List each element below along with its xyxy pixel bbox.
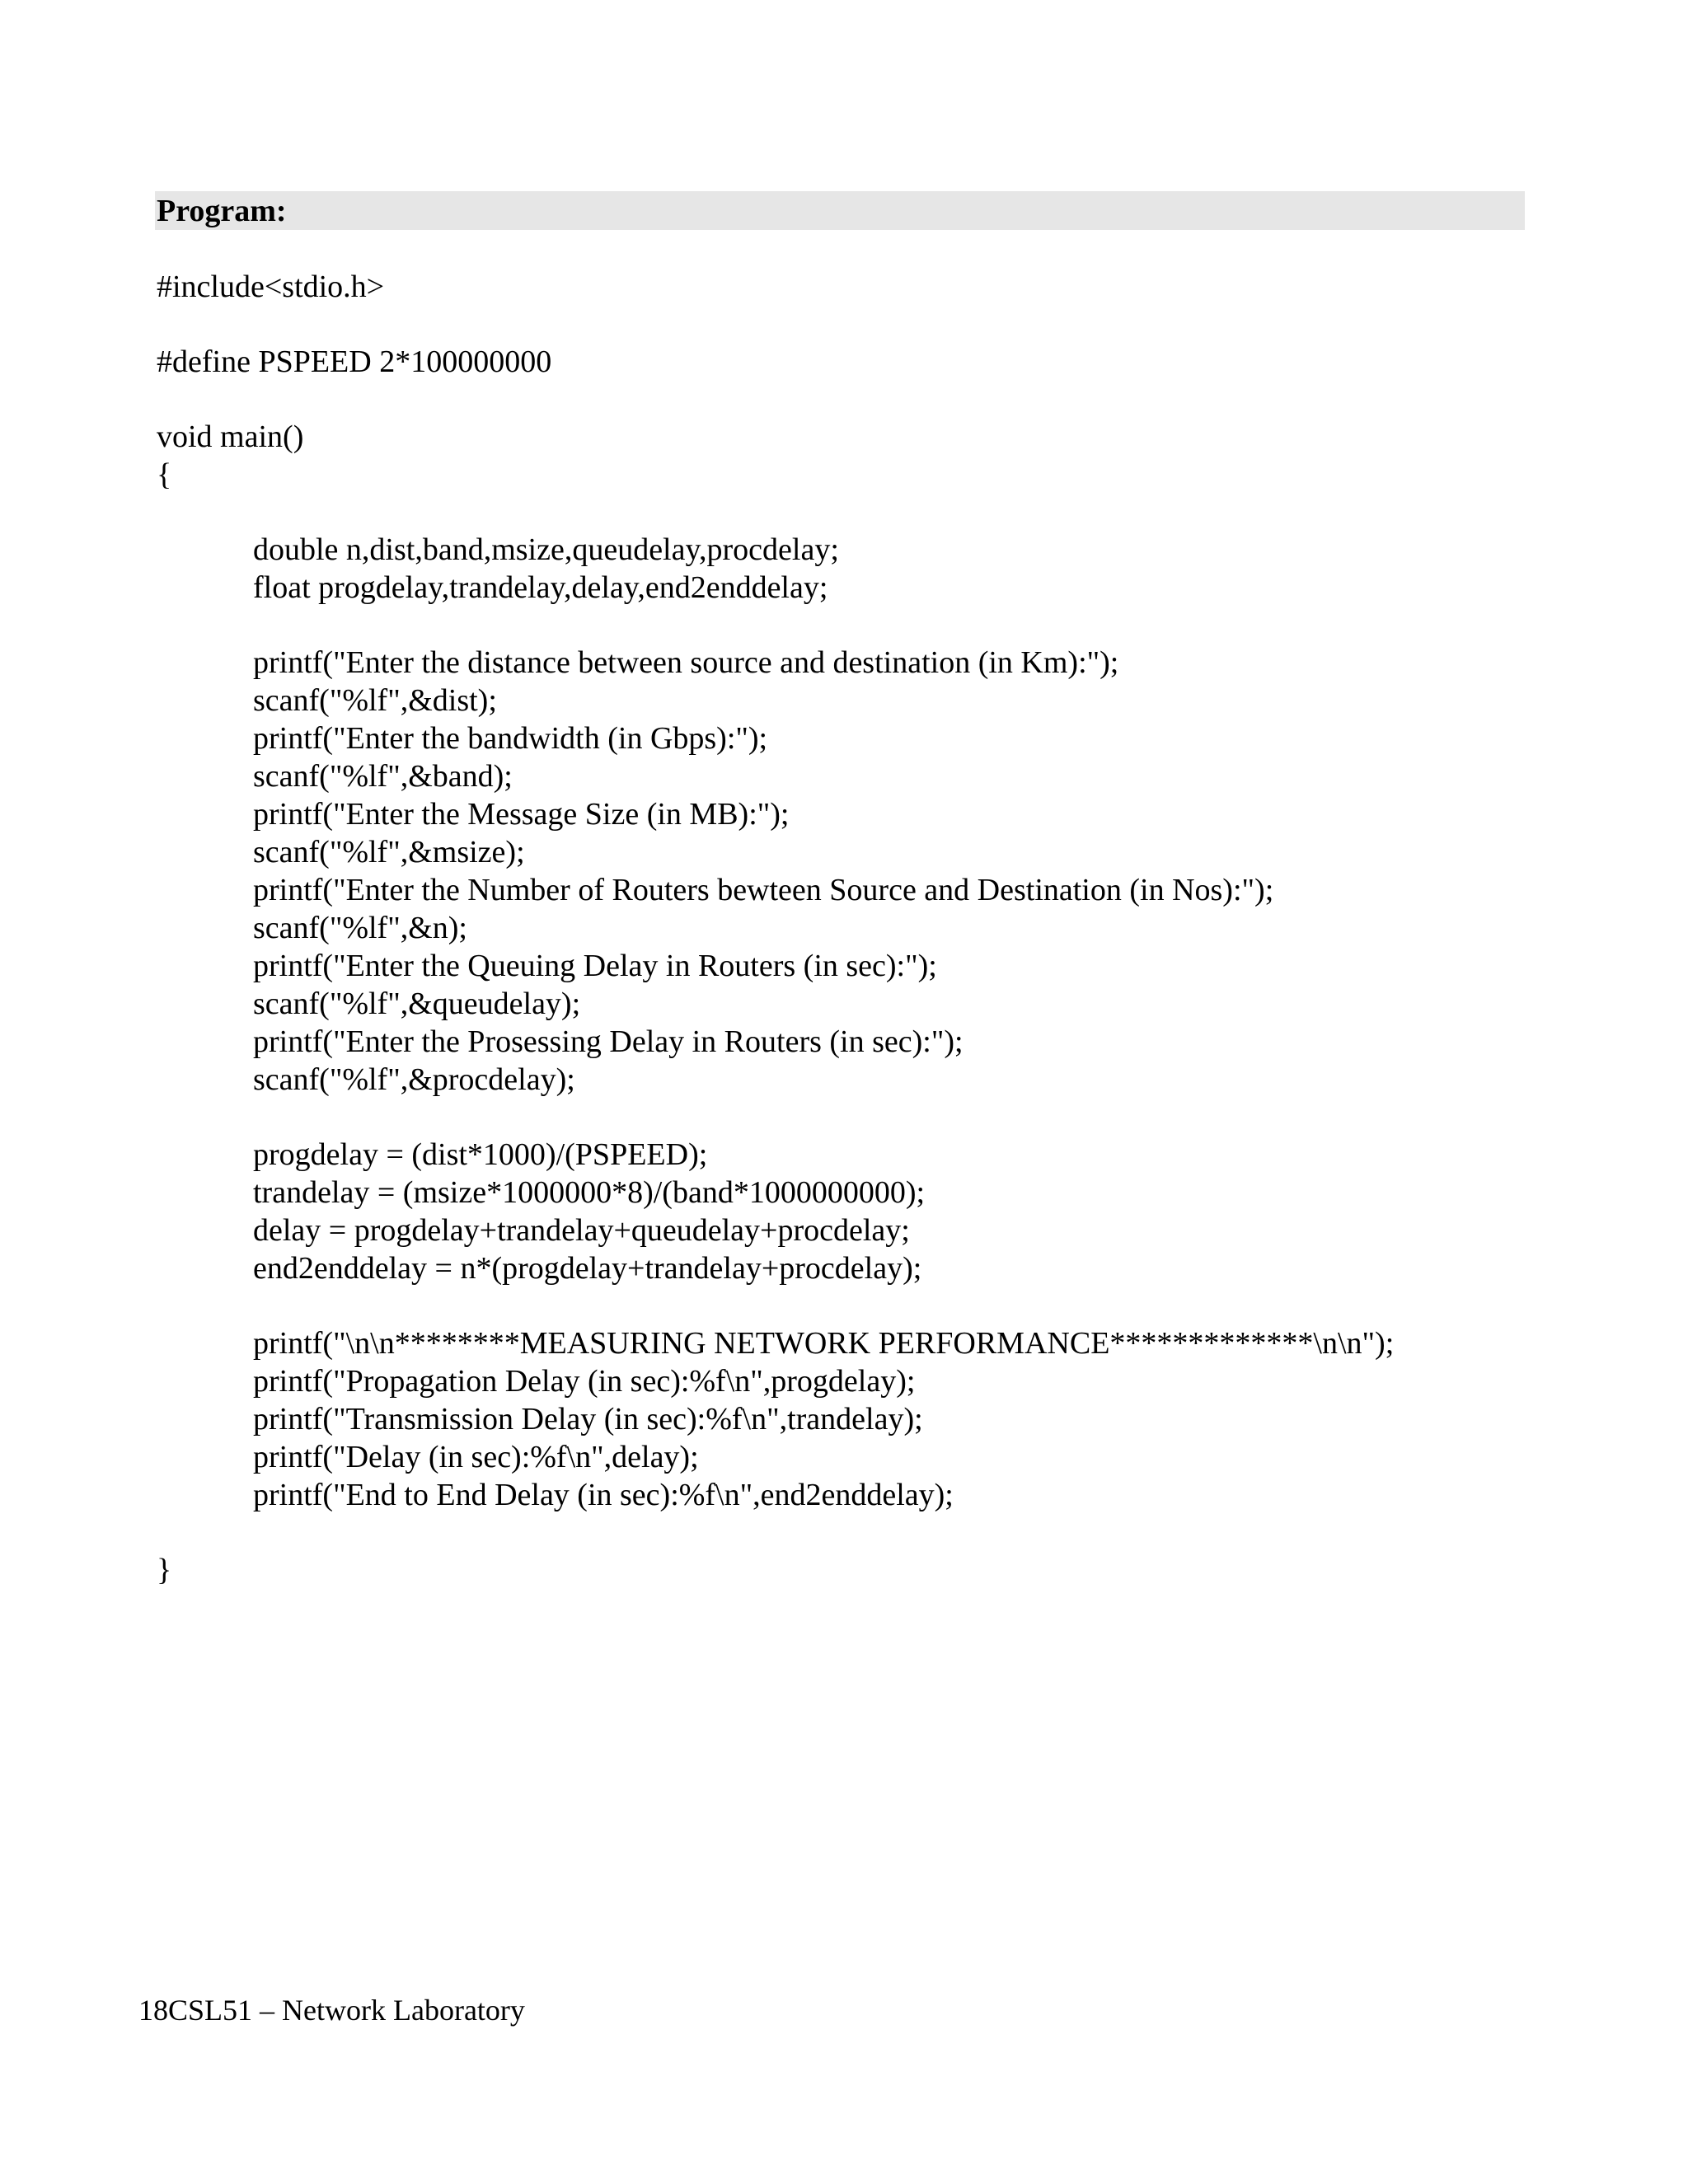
code-line-include: #include<stdio.h>	[157, 269, 385, 304]
code-line-open-brace: {	[157, 457, 172, 492]
code-line-float-decl: float progdelay,trandelay,delay,end2enddelay;	[253, 570, 828, 605]
page-footer: 18CSL51 – Network Laboratory	[138, 1994, 525, 2027]
code-line-printf-banner: printf("\n\n********MEASURING NETWORK PERFORMANCE*************\n\n");	[253, 1326, 1395, 1361]
code-line-printf-routers: printf("Enter the Number of Routers bewteen Source and Destination (in Nos):");	[253, 873, 1274, 907]
code-line-scanf-distance: scanf("%lf",&dist);	[253, 683, 497, 718]
code-line-main-signature: void main()	[157, 419, 304, 454]
code-line-scanf-processing: scanf("%lf",&procdelay);	[253, 1062, 575, 1097]
code-line-printf-delay: printf("Delay (in sec):%f\n",delay);	[253, 1440, 699, 1474]
code-line-progdelay-calc: progdelay = (dist*1000)/(PSPEED);	[253, 1137, 708, 1172]
code-line-printf-end2end: printf("End to End Delay (in sec):%f\n",end2enddelay);	[253, 1478, 954, 1512]
code-line-close-brace: }	[157, 1553, 172, 1587]
code-line-scanf-bandwidth: scanf("%lf",&band);	[253, 759, 513, 794]
code-line-define: #define PSPEED 2*100000000	[157, 344, 552, 379]
code-line-printf-propagation: printf("Propagation Delay (in sec):%f\n",progdelay);	[253, 1364, 916, 1399]
code-line-end2end-calc: end2enddelay = n*(progdelay+trandelay+procdelay);	[253, 1251, 922, 1286]
code-line-scanf-queuing: scanf("%lf",&queudelay);	[253, 987, 581, 1021]
code-line-double-decl: double n,dist,band,msize,queudelay,procdelay;	[253, 532, 839, 567]
code-line-scanf-message-size: scanf("%lf",&msize);	[253, 835, 525, 869]
page-heading: Program:	[157, 194, 287, 228]
code-line-printf-processing: printf("Enter the Prosessing Delay in Routers (in sec):");	[253, 1024, 964, 1059]
code-line-delay-calc: delay = progdelay+trandelay+queudelay+procdelay;	[253, 1213, 910, 1248]
code-line-printf-bandwidth: printf("Enter the bandwidth (in Gbps):");	[253, 721, 768, 756]
heading-background	[155, 191, 1525, 230]
code-line-trandelay-calc: trandelay = (msize*1000000*8)/(band*1000000000);	[253, 1175, 926, 1210]
code-line-printf-queuing: printf("Enter the Queuing Delay in Routers (in sec):");	[253, 949, 937, 983]
code-line-printf-distance: printf("Enter the distance between source and destination (in Km):");	[253, 645, 1119, 680]
code-line-printf-message-size: printf("Enter the Message Size (in MB):");	[253, 797, 790, 832]
code-line-printf-transmission: printf("Transmission Delay (in sec):%f\n",trandelay);	[253, 1402, 923, 1436]
code-line-scanf-routers: scanf("%lf",&n);	[253, 911, 467, 945]
